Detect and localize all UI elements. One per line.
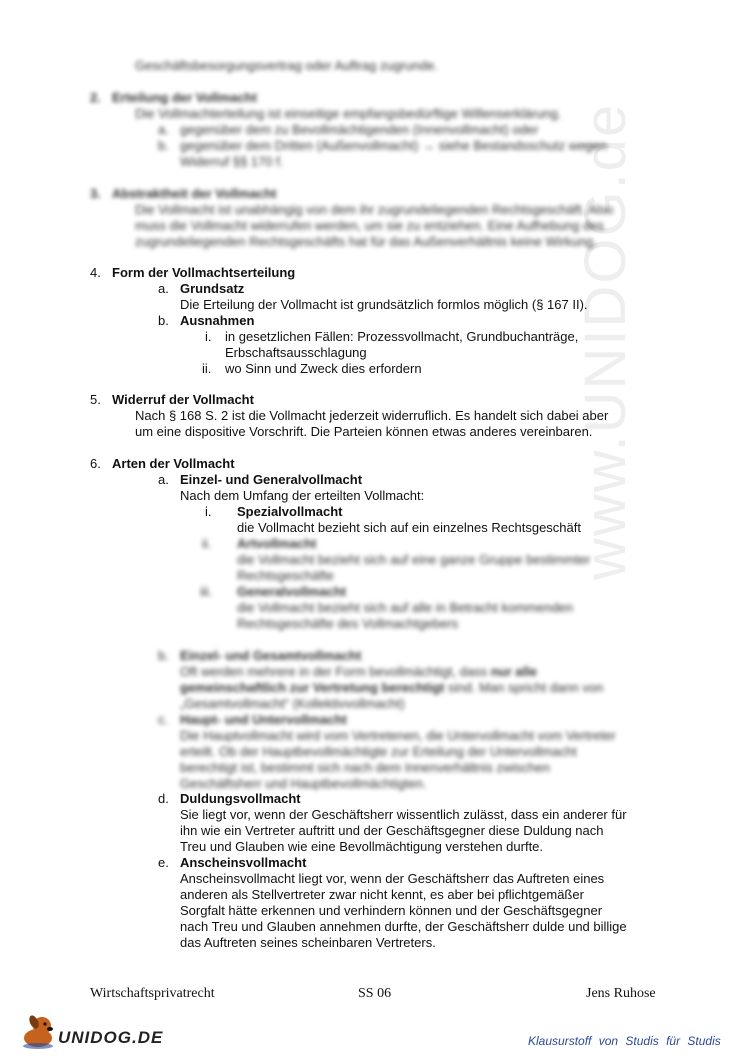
section-number: 4. [90,265,101,280]
item-letter: b. [158,648,169,663]
slogan: Klausurstoff von Studis für Studis [528,1034,721,1048]
paragraph-line: die Vollmacht bezieht sich auf ein einzelnes Rechtsgeschäft [237,520,581,535]
paragraph-line: Erbschaftsausschlagung [225,345,367,360]
roman-numeral: ii. [202,361,212,376]
section-number: 5. [90,392,101,407]
blurred-line: zugrundeliegenden Rechtsgeschäfts hat für das Außenverhältnis keine Wirkung. [135,234,597,249]
item-title: Artvollmacht [237,536,317,551]
item-letter: e. [158,855,169,870]
roman-numeral: iii. [200,584,213,599]
item-title: Generalvollmacht [237,584,347,599]
section-title: Widerruf der Vollmacht [112,392,254,407]
logo-wordmark: UNIDOG.DE [58,1028,164,1047]
blurred-line-part: Oft werden mehrere in der Form bevollmächtigt, dass [180,664,488,679]
paragraph-line: Anscheinsvollmacht liegt vor, wenn der Geschäftsherr das Auftreten eines [180,871,605,886]
blurred-line: die Vollmacht bezieht sich auf alle in Betracht kommenden [237,600,574,615]
roman-numeral: ii. [202,536,212,551]
blurred-line: Geschäftsbesorgungsvertrag oder Auftrag zugrunde. [135,58,438,73]
section-title: Arten der Vollmacht [112,456,235,471]
blurred-line: Rechtsgeschäfte [237,568,334,583]
blurred-line-bold: nur alle [490,664,537,679]
paragraph-line: wo Sinn und Zweck dies erfordern [225,361,422,376]
blurred-line-part: sind. Man spricht dann von [448,680,604,695]
paragraph-line: nach Treu und Glauben annehmen durfte, der Geschäftsherr dulde und billige [180,919,627,934]
blurred-line: Die Vollmacht ist unabhängig von dem ihr zugrundeliegenden Rechtsgeschäft. Also [135,202,614,217]
blurred-line: Rechtsgeschäfte des Vollmachtgebers [237,616,459,631]
item-title: Ausnahmen [180,313,255,328]
watermark-text: www.UNIDOG.de [573,102,638,580]
section-title: Erteilung der Vollmacht [112,90,257,105]
roman-numeral: i. [205,504,212,519]
item-title: Haupt- und Untervollmacht [180,712,347,727]
footer-semester: SS 06 [358,986,392,1001]
blurred-line: die Vollmacht bezieht sich auf eine ganze Gruppe bestimmter [237,552,591,567]
paragraph-line: in gesetzlichen Fällen: Prozessvollmacht, Grundbuchanträge, [225,329,579,344]
section-title: Abstraktheit der Vollmacht [112,186,277,201]
blurred-line: Die Hauptvollmacht wird vom Vertretenen, die Untervollmacht vom Vertreter [180,728,616,743]
item-title: Duldungsvollmacht [180,791,301,806]
blurred-line [180,680,603,696]
blurred-line: Die Vollmachterteilung ist einseitige empfangsbedürftige Willenserklärung. [135,106,562,121]
paragraph-line: das Auftreten seines scheinbaren Vertreters. [180,935,436,950]
footer-author: Jens Ruhose [586,986,656,1001]
item-letter: c. [158,712,169,727]
item-letter: a. [158,281,169,296]
paragraph-line: Sorgfalt hätte erkennen und verhindern können und der Geschäftsgegner [180,903,603,918]
item-letter: a. [158,122,169,137]
section-title: Form der Vollmachtserteilung [112,265,296,280]
paragraph-line: ihn wie ein Vertreter auftritt und der Geschäftsgegner diese Duldung nach [180,823,604,838]
item-letter: a. [158,472,169,487]
roman-numeral: i. [205,329,212,344]
paragraph-line: Die Erteilung der Vollmacht ist grundsätzlich formlos möglich (§ 167 II). [180,297,588,312]
blurred-line: muss die Vollmacht widerrufen werden, um sie zu entziehen. Eine Aufhebung des [135,218,604,233]
section-number: 2. [90,90,101,105]
paragraph-line: Nach § 168 S. 2 ist die Vollmacht jederzeit widerruflich. Es handelt sich dabei aber [135,408,609,423]
blurred-line [180,664,537,680]
item-letter: b. [158,313,169,328]
blurred-line: gegenüber dem Dritten (Außenvollmacht) → siehe Bestandsschutz wegen [180,138,608,153]
section-number: 6. [90,456,101,471]
paragraph-line: Sie liegt vor, wenn der Geschäftsherr wissentlich zulässt, dass ein anderer für [180,807,627,822]
dog-logo-icon [18,1012,60,1050]
paragraph-line: Treu und Glauben wie eine Bevollmächtigung verstehen durfte. [180,839,544,854]
blurred-line: Widerruf §§ 170 f. [180,154,284,169]
blurred-line-bold: gemeinschaftlich zur Vertretung berechtigt [180,680,445,695]
item-title: Grundsatz [180,281,245,296]
item-title: Spezialvollmacht [237,504,343,519]
paragraph-line: anderen als Stellvertreter zwar nicht kennt, es aber bei pflichtgemäßer [180,887,584,902]
section-number: 3. [90,186,101,201]
item-title: Anscheinsvollmacht [180,855,307,870]
footer-course: Wirtschaftsprivatrecht [90,986,215,1001]
paragraph-line: um eine dispositive Vorschrift. Die Parteien können etwas anderes vereinbaren. [135,424,593,439]
item-title: Einzel- und Generalvollmacht [180,472,363,487]
paragraph-line: Nach dem Umfang der erteilten Vollmacht: [180,488,425,503]
blurred-line: berechtigt ist, bestimmt sich nach dem Innenverhältnis zwischen [180,760,550,775]
item-letter: d. [158,791,169,806]
blurred-line: erteilt. Ob der Hauptbevollmächtigte zur Erteilung der Untervollmacht [180,744,577,759]
item-title: Einzel- und Gesamtvollmacht [180,648,362,663]
blurred-line: Geschäftsherr und Hauptbevollmächtigten. [180,776,427,791]
item-letter: b. [158,138,169,153]
blurred-line: gegenüber dem zu Bevollmächtigenden (Innenvollmacht) oder [180,122,539,137]
blurred-line: „Gesamtvollmacht“ (Kollektivvollmacht) [180,696,405,711]
